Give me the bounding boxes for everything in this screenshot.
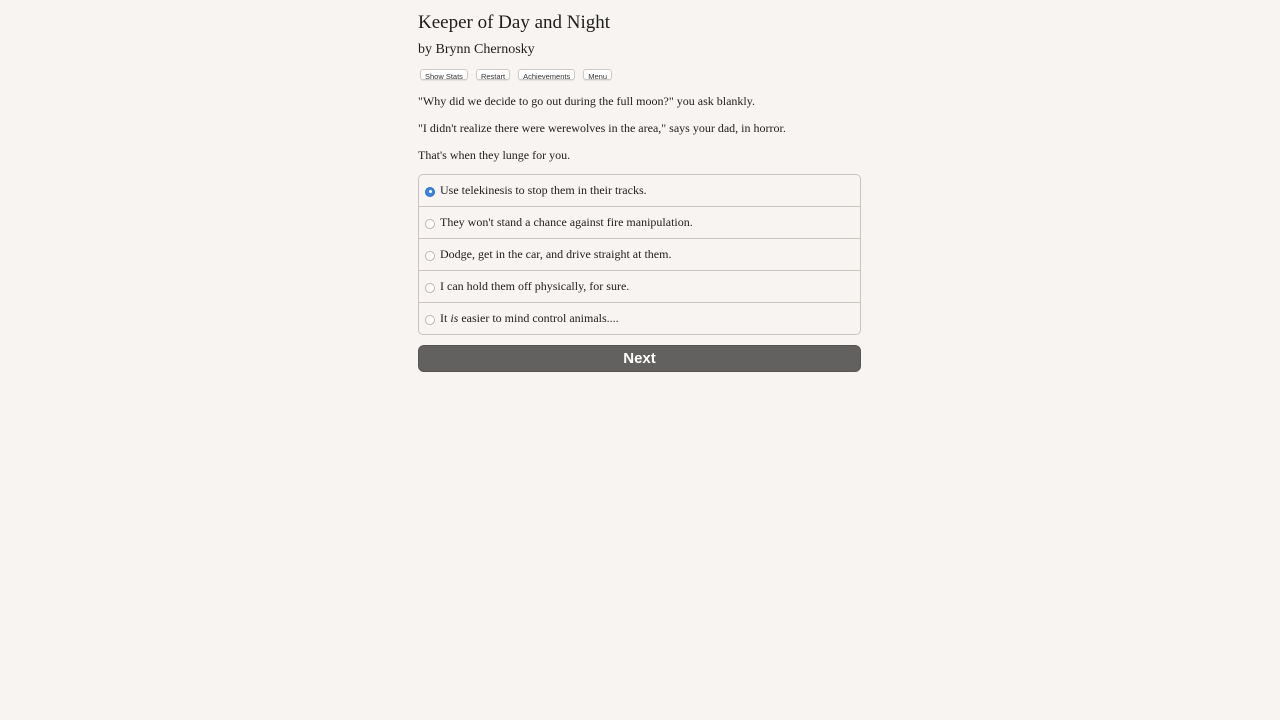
choice-label: I can hold them off physically, for sure. — [440, 279, 630, 293]
choice-label: Dodge, get in the car, and drive straight at them. — [440, 247, 672, 261]
next-button[interactable]: Next — [418, 345, 861, 372]
story-paragraph: "I didn't realize there were werewolves in the area," says your dad, in horror. — [418, 121, 786, 135]
choice-option[interactable] — [419, 302, 860, 334]
choice-label — [440, 311, 619, 326]
choice-label-part: easier to mind control animals.... — [458, 311, 619, 325]
choice-list — [418, 174, 861, 335]
radio-icon[interactable] — [425, 219, 435, 229]
author-byline: by Brynn Chernosky — [418, 42, 535, 57]
choice-label: They won't stand a chance against fire manipulation. — [440, 215, 693, 229]
toolbar — [420, 69, 612, 80]
radio-selected-icon[interactable] — [425, 187, 435, 197]
radio-icon[interactable] — [425, 283, 435, 293]
radio-icon[interactable] — [425, 251, 435, 261]
show-stats-button[interactable]: Show Stats — [420, 69, 468, 80]
story-paragraph: "Why did we decide to go out during the full moon?" you ask blankly. — [418, 94, 755, 108]
menu-button[interactable]: Menu — [583, 69, 612, 80]
choice-label-part: It — [440, 311, 451, 325]
choice-label-emphasis: is — [450, 311, 459, 325]
game-title: Keeper of Day and Night — [418, 12, 611, 33]
choice-option[interactable] — [419, 206, 860, 238]
choice-label: Use telekinesis to stop them in their tracks. — [440, 183, 647, 197]
choice-option[interactable] — [419, 175, 860, 206]
achievements-button[interactable]: Achievements — [518, 69, 575, 80]
radio-icon[interactable] — [425, 315, 435, 325]
choice-option[interactable] — [419, 238, 860, 270]
story-paragraph: That's when they lunge for you. — [418, 148, 571, 162]
restart-button[interactable]: Restart — [476, 69, 510, 80]
choice-option[interactable] — [419, 270, 860, 302]
